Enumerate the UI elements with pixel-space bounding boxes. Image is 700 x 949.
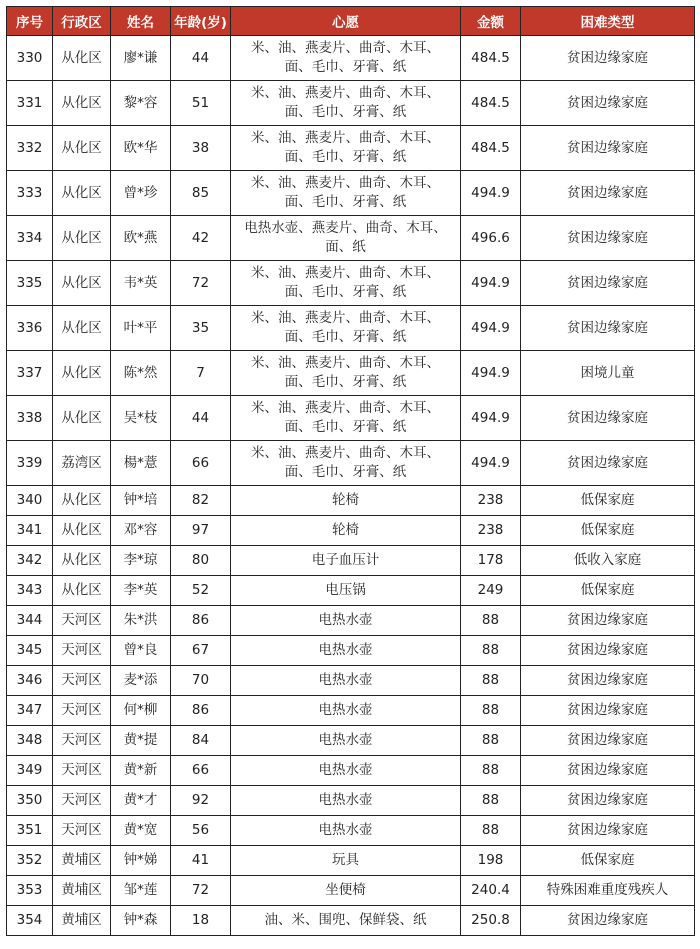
cell-name: 黄*才 [111,786,171,816]
cell-name: 韦*英 [111,261,171,306]
cell-no: 336 [7,306,53,351]
cell-age: 85 [171,171,231,216]
cell-district: 天河区 [53,756,111,786]
cell-amount: 494.9 [461,351,521,396]
cell-wish [231,36,461,81]
header-name: 姓名 [111,7,171,36]
cell-no: 343 [7,576,53,606]
cell-wish [231,126,461,171]
cell-age: 97 [171,516,231,546]
cell-district: 天河区 [53,696,111,726]
wish-table-container [6,6,694,936]
table-row [7,351,695,396]
cell-name: 陈*然 [111,351,171,396]
cell-wish [231,306,461,351]
cell-wish [231,396,461,441]
cell-district: 从化区 [53,126,111,171]
cell-type: 贫困边缘家庭 [521,261,695,306]
table-row [7,906,695,936]
cell-age: 35 [171,306,231,351]
cell-type: 贫困边缘家庭 [521,216,695,261]
cell-amount: 238 [461,486,521,516]
cell-age: 84 [171,726,231,756]
cell-wish [231,756,461,786]
cell-name: 钟*培 [111,486,171,516]
wish-line-1: 电热水壶 [318,732,373,748]
cell-name: 欧*华 [111,126,171,171]
table-row [7,846,695,876]
wish-line-1: 米、油、燕麦片、曲奇、木耳、 [251,85,440,101]
cell-no: 330 [7,36,53,81]
table-row [7,816,695,846]
table-row [7,126,695,171]
cell-age: 52 [171,576,231,606]
cell-amount: 238 [461,516,521,546]
wish-line-1: 电热水壶 [318,702,373,718]
cell-name: 曾*珍 [111,171,171,216]
cell-amount: 178 [461,546,521,576]
cell-no: 349 [7,756,53,786]
cell-age: 86 [171,606,231,636]
cell-no: 347 [7,696,53,726]
cell-name: 曾*良 [111,636,171,666]
cell-district: 黄埔区 [53,846,111,876]
cell-age: 86 [171,696,231,726]
cell-no: 331 [7,81,53,126]
table-row [7,261,695,306]
cell-type: 贫困边缘家庭 [521,786,695,816]
wish-line-2: 面、毛巾、牙膏、纸 [284,149,407,165]
wish-line-1: 玩具 [332,852,359,868]
wish-line-1: 米、油、燕麦片、曲奇、木耳、 [251,175,440,191]
cell-name: 钟*森 [111,906,171,936]
cell-age: 42 [171,216,231,261]
cell-amount: 88 [461,726,521,756]
cell-wish [231,816,461,846]
cell-wish [231,906,461,936]
cell-name: 楊*薏 [111,441,171,486]
cell-amount: 484.5 [461,126,521,171]
cell-amount: 484.5 [461,81,521,126]
cell-no: 344 [7,606,53,636]
cell-district: 从化区 [53,306,111,351]
cell-district: 从化区 [53,216,111,261]
wish-line-2: 面、毛巾、牙膏、纸 [284,464,407,480]
cell-no: 346 [7,666,53,696]
cell-district: 天河区 [53,726,111,756]
cell-district: 黄埔区 [53,906,111,936]
cell-age: 66 [171,756,231,786]
cell-district: 从化区 [53,36,111,81]
cell-amount: 494.9 [461,441,521,486]
cell-no: 354 [7,906,53,936]
cell-district: 黄埔区 [53,876,111,906]
cell-age: 66 [171,441,231,486]
cell-type: 贫困边缘家庭 [521,666,695,696]
wish-line-1: 电热水壶 [318,792,373,808]
cell-district: 天河区 [53,636,111,666]
cell-type: 低保家庭 [521,486,695,516]
wish-line-2: 面、纸 [325,239,366,255]
cell-name: 李*英 [111,576,171,606]
cell-wish [231,606,461,636]
cell-district: 天河区 [53,606,111,636]
cell-no: 337 [7,351,53,396]
table-row [7,666,695,696]
table-row [7,216,695,261]
cell-wish [231,876,461,906]
cell-no: 350 [7,786,53,816]
cell-amount: 496.6 [461,216,521,261]
wish-line-1: 电热水壶 [318,642,373,658]
cell-age: 38 [171,126,231,171]
cell-type: 贫困边缘家庭 [521,636,695,666]
cell-no: 353 [7,876,53,906]
cell-type: 贫困边缘家庭 [521,696,695,726]
cell-type: 贫困边缘家庭 [521,606,695,636]
cell-wish [231,786,461,816]
cell-name: 吴*枝 [111,396,171,441]
cell-amount: 250.8 [461,906,521,936]
wish-line-2: 面、毛巾、牙膏、纸 [284,284,407,300]
cell-name: 何*柳 [111,696,171,726]
table-row [7,516,695,546]
cell-age: 18 [171,906,231,936]
cell-district: 从化区 [53,576,111,606]
cell-wish [231,261,461,306]
wish-line-2: 面、毛巾、牙膏、纸 [284,194,407,210]
cell-age: 70 [171,666,231,696]
wish-line-1: 米、油、燕麦片、曲奇、木耳、 [251,355,440,371]
cell-amount: 240.4 [461,876,521,906]
cell-type: 贫困边缘家庭 [521,171,695,216]
cell-no: 340 [7,486,53,516]
cell-amount: 494.9 [461,396,521,441]
table-body [7,36,695,936]
cell-name: 叶*平 [111,306,171,351]
wish-table [6,6,695,936]
cell-amount: 249 [461,576,521,606]
cell-type: 低保家庭 [521,516,695,546]
cell-age: 67 [171,636,231,666]
cell-amount: 484.5 [461,36,521,81]
cell-type: 贫困边缘家庭 [521,816,695,846]
table-row [7,756,695,786]
cell-name: 朱*洪 [111,606,171,636]
cell-type: 贫困边缘家庭 [521,36,695,81]
cell-amount: 88 [461,606,521,636]
wish-line-1: 米、油、燕麦片、曲奇、木耳、 [251,310,440,326]
table-row [7,441,695,486]
cell-type: 低收入家庭 [521,546,695,576]
cell-amount: 88 [461,816,521,846]
cell-wish [231,726,461,756]
table-row [7,36,695,81]
cell-name: 邓*容 [111,516,171,546]
cell-type: 贫困边缘家庭 [521,906,695,936]
wish-line-1: 米、油、燕麦片、曲奇、木耳、 [251,130,440,146]
cell-no: 345 [7,636,53,666]
cell-age: 41 [171,846,231,876]
cell-type: 困境儿童 [521,351,695,396]
cell-amount: 88 [461,756,521,786]
wish-line-1: 电压锅 [325,582,366,598]
cell-wish [231,696,461,726]
cell-name: 邹*莲 [111,876,171,906]
cell-district: 从化区 [53,351,111,396]
wish-line-1: 电热水壶 [318,612,373,628]
cell-type: 低保家庭 [521,846,695,876]
cell-age: 44 [171,36,231,81]
cell-amount: 88 [461,636,521,666]
cell-no: 352 [7,846,53,876]
cell-wish [231,486,461,516]
cell-no: 333 [7,171,53,216]
wish-line-2: 面、毛巾、牙膏、纸 [284,419,407,435]
cell-wish [231,171,461,216]
cell-name: 李*琼 [111,546,171,576]
wish-line-1: 油、米、围兜、保鲜袋、纸 [264,912,427,928]
cell-name: 廖*谦 [111,36,171,81]
cell-type: 贫困边缘家庭 [521,306,695,351]
table-row [7,171,695,216]
cell-district: 天河区 [53,786,111,816]
cell-wish [231,516,461,546]
cell-district: 从化区 [53,261,111,306]
wish-line-1: 米、油、燕麦片、曲奇、木耳、 [251,265,440,281]
table-row [7,606,695,636]
cell-amount: 88 [461,696,521,726]
cell-age: 72 [171,261,231,306]
cell-amount: 198 [461,846,521,876]
cell-name: 黎*容 [111,81,171,126]
table-row [7,636,695,666]
cell-wish [231,441,461,486]
header-type: 困难类型 [521,7,695,36]
table-row [7,486,695,516]
table-row [7,786,695,816]
cell-district: 从化区 [53,546,111,576]
cell-type: 贫困边缘家庭 [521,126,695,171]
cell-age: 72 [171,876,231,906]
wish-line-1: 电子血压计 [311,552,380,568]
cell-name: 黄*提 [111,726,171,756]
wish-line-2: 面、毛巾、牙膏、纸 [284,329,407,345]
header-district: 行政区 [53,7,111,36]
cell-type: 贫困边缘家庭 [521,396,695,441]
cell-type: 贫困边缘家庭 [521,441,695,486]
cell-type: 贫困边缘家庭 [521,756,695,786]
table-row [7,396,695,441]
cell-no: 335 [7,261,53,306]
cell-no: 342 [7,546,53,576]
wish-line-1: 米、油、燕麦片、曲奇、木耳、 [251,40,440,56]
wish-line-1: 坐便椅 [325,882,366,898]
table-row [7,876,695,906]
cell-no: 348 [7,726,53,756]
wish-line-1: 米、油、燕麦片、曲奇、木耳、 [251,400,440,416]
cell-no: 341 [7,516,53,546]
cell-district: 从化区 [53,396,111,441]
cell-wish [231,216,461,261]
cell-name: 黄*新 [111,756,171,786]
wish-line-1: 电热水壶 [318,762,373,778]
wish-line-2: 面、毛巾、牙膏、纸 [284,59,407,75]
cell-district: 从化区 [53,486,111,516]
wish-line-1: 米、油、燕麦片、曲奇、木耳、 [251,445,440,461]
cell-type: 贫困边缘家庭 [521,726,695,756]
table-row [7,306,695,351]
cell-district: 从化区 [53,516,111,546]
cell-wish [231,846,461,876]
wish-line-2: 面、毛巾、牙膏、纸 [284,104,407,120]
cell-amount: 88 [461,666,521,696]
cell-age: 56 [171,816,231,846]
cell-wish [231,576,461,606]
cell-age: 80 [171,546,231,576]
cell-no: 334 [7,216,53,261]
table-row [7,696,695,726]
cell-wish [231,546,461,576]
cell-district: 从化区 [53,81,111,126]
cell-district: 天河区 [53,666,111,696]
cell-name: 欧*燕 [111,216,171,261]
cell-name: 麦*添 [111,666,171,696]
cell-no: 339 [7,441,53,486]
cell-amount: 494.9 [461,306,521,351]
wish-line-1: 轮椅 [332,492,359,508]
cell-amount: 494.9 [461,261,521,306]
cell-age: 7 [171,351,231,396]
table-row [7,726,695,756]
header-row [7,7,695,36]
cell-amount: 88 [461,786,521,816]
cell-district: 天河区 [53,816,111,846]
wish-line-2: 面、毛巾、牙膏、纸 [284,374,407,390]
cell-district: 从化区 [53,171,111,216]
cell-type: 特殊困难重度残疾人 [521,876,695,906]
cell-age: 92 [171,786,231,816]
header-age: 年龄(岁) [171,7,231,36]
cell-type: 贫困边缘家庭 [521,81,695,126]
table-row [7,546,695,576]
cell-wish [231,81,461,126]
cell-wish [231,666,461,696]
cell-age: 51 [171,81,231,126]
header-wish: 心愿 [231,7,461,36]
wish-line-1: 轮椅 [332,522,359,538]
cell-no: 338 [7,396,53,441]
cell-wish [231,351,461,396]
cell-wish [231,636,461,666]
cell-no: 351 [7,816,53,846]
wish-line-1: 电热水壶 [318,672,373,688]
header-amount: 金额 [461,7,521,36]
wish-line-1: 电热水壶 [318,822,373,838]
table-row [7,81,695,126]
wish-line-1: 电热水壶、燕麦片、曲奇、木耳、 [244,220,447,236]
cell-no: 332 [7,126,53,171]
table-row [7,576,695,606]
cell-age: 82 [171,486,231,516]
cell-amount: 494.9 [461,171,521,216]
cell-district: 荔湾区 [53,441,111,486]
cell-name: 钟*娣 [111,846,171,876]
header-no: 序号 [7,7,53,36]
cell-type: 低保家庭 [521,576,695,606]
cell-age: 44 [171,396,231,441]
cell-name: 黄*宽 [111,816,171,846]
